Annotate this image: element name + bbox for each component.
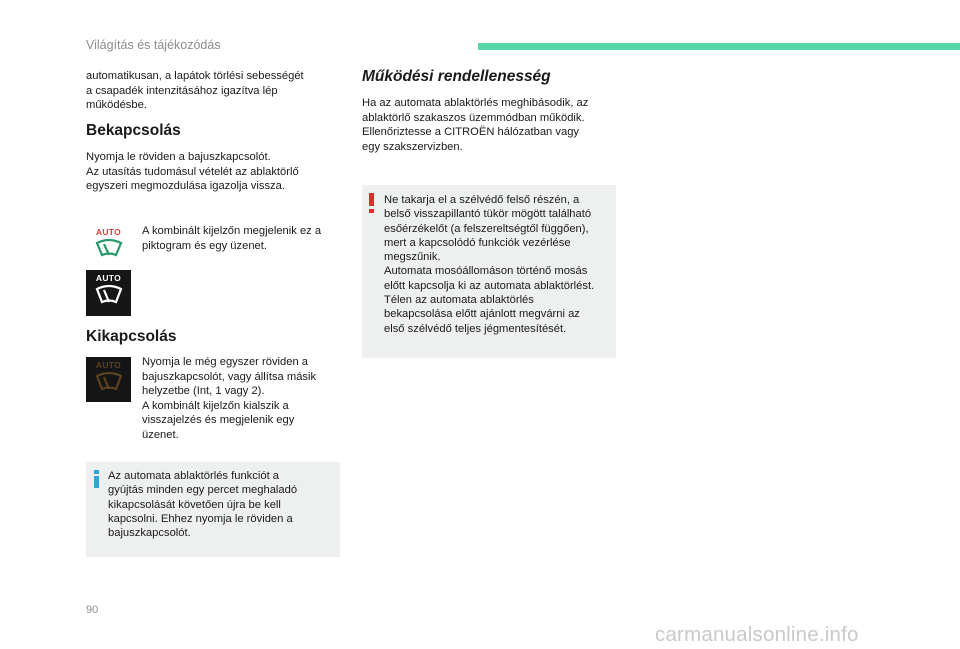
off-icon-text: Nyomja le még egyszer röviden a bajuszkapcsolót, vagy állítsa másik helyzetbe (Int, 1 vagy 2). A kombinált kijelzőn kialszik a visszajelzés és megjelenik egy üzenet. — [142, 356, 317, 441]
on-icon-text: A kombinált kijelzőn megjelenik ez a piktogram és egy üzenet. — [142, 225, 322, 252]
auto-label: AUTO — [95, 360, 122, 370]
fault-text: Ha az automata ablaktörlés meghibásodik, az ablaktörlő szakaszos üzemmódban működik. Ellenőriztesse a CITROËN hálózatban vagy egy szakszervizben. — [362, 97, 589, 153]
intro-text: automatikusan, a lapátok törlési sebességét a csapadék intenzitásához igazítva lép működésbe. — [86, 70, 304, 111]
auto-wiper-icon-dark — [86, 270, 131, 316]
heading-bekapcsolas: Bekapcsolás — [86, 122, 181, 139]
wiper-icon — [94, 237, 124, 259]
heading-mukodesi-rendellenesseg: Működési rendellenesség — [362, 68, 551, 85]
wiper-icon — [94, 283, 124, 307]
heading-kikapcsolas: Kikapcsolás — [86, 328, 177, 345]
page-number: 90 — [86, 604, 99, 616]
auto-wiper-icon-light — [86, 224, 131, 266]
auto-wiper-icon-off — [86, 357, 131, 402]
header-accent-bar — [478, 43, 960, 50]
wiper-icon — [94, 370, 124, 394]
watermark: carmanualsonline.info — [655, 623, 859, 646]
auto-label: AUTO — [95, 273, 122, 283]
section-title: Világítás és tájékozódás — [86, 38, 221, 52]
warning-box-text: Ne takarja el a szélvédő felső részén, a belső visszapillantó tükör mögött található esőérzékelőt (a felszereltségtől függően), mert a kapcsolódó funkciók vezérlése megszűnik. Automata mosóállomáson történő mosás előtt kapcsolja ki az automata ablaktörlést. Télen az automata ablaktörlés bekapcsolása előtt ajánlott megvárni az első szélvédő teljes jégmentesítését. — [384, 194, 595, 335]
on-text: Nyomja le röviden a bajuszkapcsolót. Az utasítás tudomásul vételét az ablaktörlő egyszeri megmozdulása igazolja vissza. — [86, 151, 299, 192]
auto-label: AUTO — [95, 227, 122, 237]
info-icon — [94, 470, 100, 488]
warning-icon — [369, 193, 375, 213]
info-box-text: Az automata ablaktörlés funkciót a gyújtás minden egy percet meghaladó kikapcsolását követően újra be kell kapcsolni. Ehhez nyomja le röviden a bajuszkapcsolót. — [108, 470, 298, 540]
